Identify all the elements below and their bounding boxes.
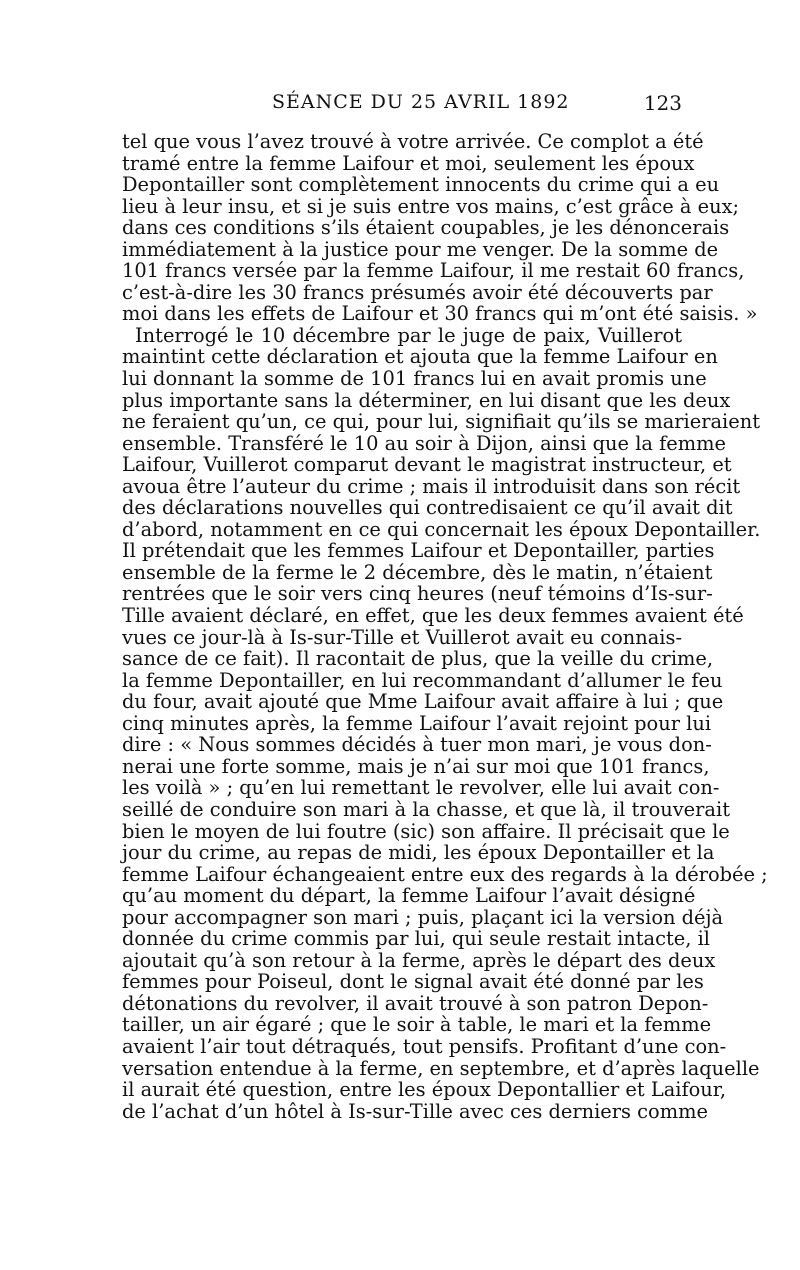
text-line: donnée du crime commis par lui, qui seule restait intacte, il xyxy=(122,927,710,951)
text-line: sance de ce fait). Il racontait de plus, que la veille du crime, xyxy=(122,647,714,671)
text-line: ajoutait qu’à son retour à la ferme, après le départ des deux xyxy=(122,948,716,972)
text-line: moi dans les effets de Laifour et 30 francs qui m’ont été saisis. » xyxy=(122,302,758,326)
text-line: ensemble de la ferme le 2 décembre, dès le matin, n’étaient xyxy=(122,560,713,584)
page-number: 123 xyxy=(643,91,682,115)
text-line: avoua être l’auteur du crime ; mais il introduisit dans son récit xyxy=(122,474,741,498)
running-header xyxy=(122,88,682,118)
text-line: bien le moyen de lui foutre (sic) son affaire. Il précisait que le xyxy=(122,819,730,843)
text-line: cinq minutes après, la femme Laifour l’avait rejoint pour lui xyxy=(122,711,712,735)
text-line: seillé de conduire son mari à la chasse, et que là, il trouverait xyxy=(122,797,730,821)
text-line: détonations du revolver, il avait trouvé à son patron Depon- xyxy=(122,991,709,1015)
text-line: pour accompagner son mari ; puis, plaçant ici la version déjà xyxy=(122,905,724,929)
text-line: les voilà » ; qu’en lui remettant le revolver, elle lui avait con- xyxy=(122,776,720,800)
text-line: jour du crime, au repas de midi, les époux Depontailler et la xyxy=(122,841,715,865)
text-line: ensemble. Transféré le 10 au soir à Dijon, ainsi que la femme xyxy=(122,431,727,455)
text-line: d’abord, notamment en ce qui concernait les époux Depontailler. xyxy=(122,517,761,541)
text-line: Depontailler sont complètement innocents du crime qui a eu xyxy=(122,173,720,197)
text-line: avaient l’air tout détraqués, tout pensifs. Profitant d’une con- xyxy=(122,1034,727,1058)
text-line: versation entendue à la ferme, en septembre, et d’après laquelle xyxy=(122,1056,760,1080)
text-line: maintint cette déclaration et ajouta que la femme Laifour en xyxy=(122,345,718,369)
text-line: plus importante sans la déterminer, en lui disant que les deux xyxy=(122,388,731,412)
text-line: Laifour, Vuillerot comparut devant le magistrat instructeur, et xyxy=(122,453,732,477)
text-line: dire : « Nous sommes décidés à tuer mon mari, je vous don- xyxy=(122,733,712,757)
body-text xyxy=(122,130,768,1123)
text-line: lieu à leur insu, et si je suis entre vos mains, c’est grâce à eux; xyxy=(122,194,740,218)
text-line: ne feraient qu’un, ce qui, pour lui, signifiait qu’ils se marieraient xyxy=(122,410,761,434)
running-title: SÉANCE DU 25 AVRIL 1892 xyxy=(272,91,570,113)
text-line: tel que vous l’avez trouvé à votre arrivée. Ce complot a été xyxy=(122,130,704,153)
text-line: la femme Depontailler, en lui recommandant d’allumer le feu xyxy=(122,668,723,692)
text-line: nerai une forte somme, mais je n’ai sur moi que 101 francs, xyxy=(122,754,710,778)
text-line: du four, avait ajouté que Mme Laifour avait affaire à lui ; que xyxy=(122,690,724,714)
text-line: Il prétendait que les femmes Laifour et Depontailler, parties xyxy=(122,539,715,563)
text-line: de l’achat d’un hôtel à Is-sur-Tille avec ces derniers comme xyxy=(122,1099,708,1123)
text-line: 101 francs versée par la femme Laifour, il me restait 60 francs, xyxy=(122,259,745,283)
text-line: lui donnant la somme de 101 francs lui en avait promis une xyxy=(122,367,707,391)
text-line: Tille avaient déclaré, en effet, que les deux femmes avaient été xyxy=(122,604,744,628)
text-line: rentrées que le soir vers cinq heures (neuf témoins d’Is-sur- xyxy=(122,582,713,606)
text-line: qu’au moment du départ, la femme Laifour l’avait désigné xyxy=(122,884,696,908)
text-line: tailler, un air égaré ; que le soir à table, le mari et la femme xyxy=(122,1013,712,1037)
text-line: il aurait été question, entre les époux Depontallier et Laifour, xyxy=(122,1078,727,1102)
text-line: vues ce jour-là à Is-sur-Tille et Vuillerot avait eu connais- xyxy=(122,625,682,649)
text-line: immédiatement à la justice pour me venger. De la somme de xyxy=(122,237,719,261)
text-line: c’est-à-dire les 30 francs présumés avoir été découverts par xyxy=(122,280,713,304)
text-line: dans ces conditions s’ils étaient coupables, je les dénoncerais xyxy=(122,216,730,240)
text-line: tramé entre la femme Laifour et moi, seulement les époux xyxy=(122,151,695,175)
text-line: femmes pour Poiseul, dont le signal avait été donné par les xyxy=(122,970,704,994)
text-line: femme Laifour échangeaient entre eux des regards à la dérobée ; xyxy=(122,862,768,886)
text-line: des déclarations nouvelles qui contredisaient ce qu’il avait dit xyxy=(122,496,733,520)
text-line: Interrogé le 10 décembre par le juge de paix, Vuillerot xyxy=(135,323,682,347)
